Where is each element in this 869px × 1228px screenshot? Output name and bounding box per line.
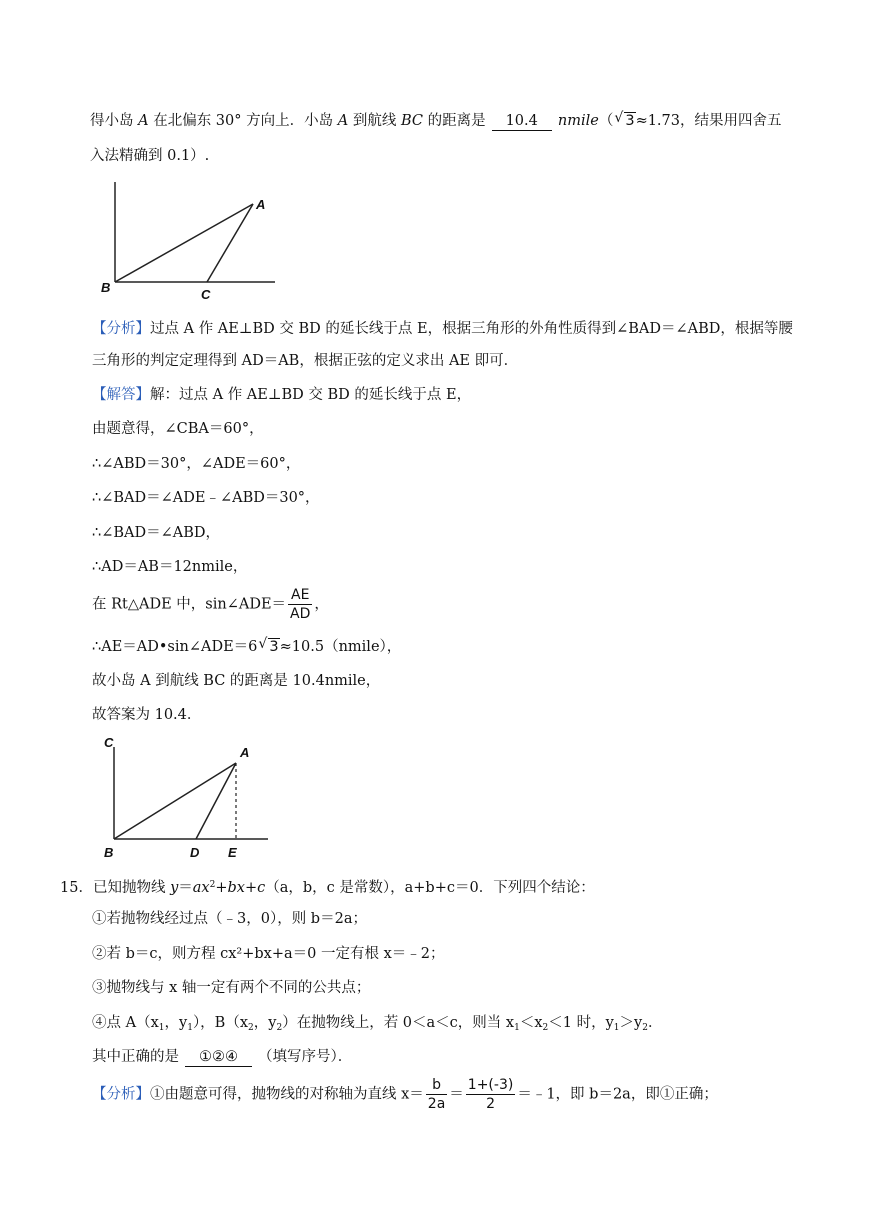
q14-analysis-2: 三角形的判定定理得到 AD＝AB，根据正弦的定义求出 AE 即可．: [92, 353, 519, 369]
q14-step-8: 故小岛 A 到航线 BC 的距离是 10.4nmile，: [92, 673, 381, 689]
fraction-ae-ad: $\frac{AE}{AD}$: [290, 587, 311, 622]
q14-analysis-1: 【分析】过点 A 作 AE⊥BD 交 BD 的延长线于点 E，根据三角形的外角性质得到∠BAD＝∠ABD，根据等腰: [92, 321, 793, 337]
q15-conclusion-3: ③抛物线与 x 轴一定有两个不同的公共点；: [92, 980, 371, 996]
q14-step-1: 由题意得，∠CBA＝60°，: [92, 421, 264, 437]
figure-2: [100, 735, 290, 865]
sqrt-3-b: √ 3: [258, 636, 279, 655]
fraction-b-2a: $\frac{b}{2a}$: [427, 1077, 446, 1112]
analysis-tag-2: 【分析】: [92, 1086, 150, 1103]
unit: nmile: [557, 113, 599, 129]
sqrt-3: √ 3: [614, 110, 635, 129]
q15-stem: 15．已知抛物线 $y=ax^2+bx+c(a$，b，c 是常数），a+b+c＝0．下列四个结论：: [60, 880, 595, 896]
q15-answer-blank: ①②④: [185, 1048, 252, 1067]
solution-tag: 【解答】: [92, 387, 150, 403]
label-E2: E: [228, 845, 237, 860]
q14-step-2: ∴∠ABD＝30°，∠ADE＝60°，: [92, 456, 301, 472]
figure-1: [95, 182, 285, 302]
label-D2: D: [190, 845, 200, 860]
q15-conclusion-1: ①若抛物线经过点（﹣3，0），则 b＝2a；: [92, 911, 367, 927]
label-B2: B: [104, 845, 114, 860]
q15-analysis: 【分析】①由题意可得，抛物线的对称轴为直线 x＝ $\frac{b}{2a}$ ＝ $\frac{1+(-3)}{2}$ ＝﹣1，即 b＝2a，即①正确；: [92, 1077, 718, 1112]
q15-conclusion-4: ④点 $A(x_1$，$y_1$），$B(x_2$，$y_2$）在抛物线上，若 0＜a＜c，则当 $x_1<x_2<1$ 时，$y_1>y_2$．: [92, 1015, 663, 1033]
label-C2: C: [104, 735, 114, 750]
label-A2: A: [240, 745, 250, 760]
fraction-sum: $\frac{1+(-3)}{2}$: [467, 1077, 514, 1112]
q14-answer-blank: 10.4: [492, 112, 552, 131]
q14-step-3: ∴∠BAD＝∠ADE﹣∠ABD＝30°，: [92, 490, 320, 506]
q14-solution-1: 【解答】解：过点 A 作 AE⊥BD 交 BD 的延长线于点 E，: [92, 387, 472, 403]
q14-step-4: ∴∠BAD＝∠ABD，: [92, 525, 221, 541]
q14-step-6: 在 Rt△ADE 中，sin∠ADE＝ $\frac{AE}{AD}$ ，: [92, 587, 329, 622]
q15-conclusion-2: ②若 b＝c，则方程 cx²+bx+a＝0 一定有根 x＝﹣2；: [92, 946, 445, 962]
q14-step-5: ∴AD＝AB＝12nmile，: [92, 559, 248, 575]
q15-correct: 其中正确的是 ①②④ （填写序号）．: [92, 1049, 353, 1065]
label-C: C: [201, 287, 211, 302]
q14-step-9: 故答案为 10.4．: [92, 707, 202, 723]
q14-line-1: 得小岛 A 在北偏东 30° 方向上．小岛 A 到航线 BC 的距离是 10.4 nmile（ √ 3≈1.73，结果用四舍五: [90, 110, 782, 132]
analysis-tag: 【分析】: [92, 321, 150, 337]
q14-step-7: ∴AE＝AD•sin∠ADE＝6 √ 3≈10.5（nmile），: [92, 636, 401, 658]
label-B: B: [101, 280, 111, 295]
q14-line-2: 入法精确到 0.1）.: [90, 148, 210, 164]
label-A: A: [256, 197, 266, 212]
